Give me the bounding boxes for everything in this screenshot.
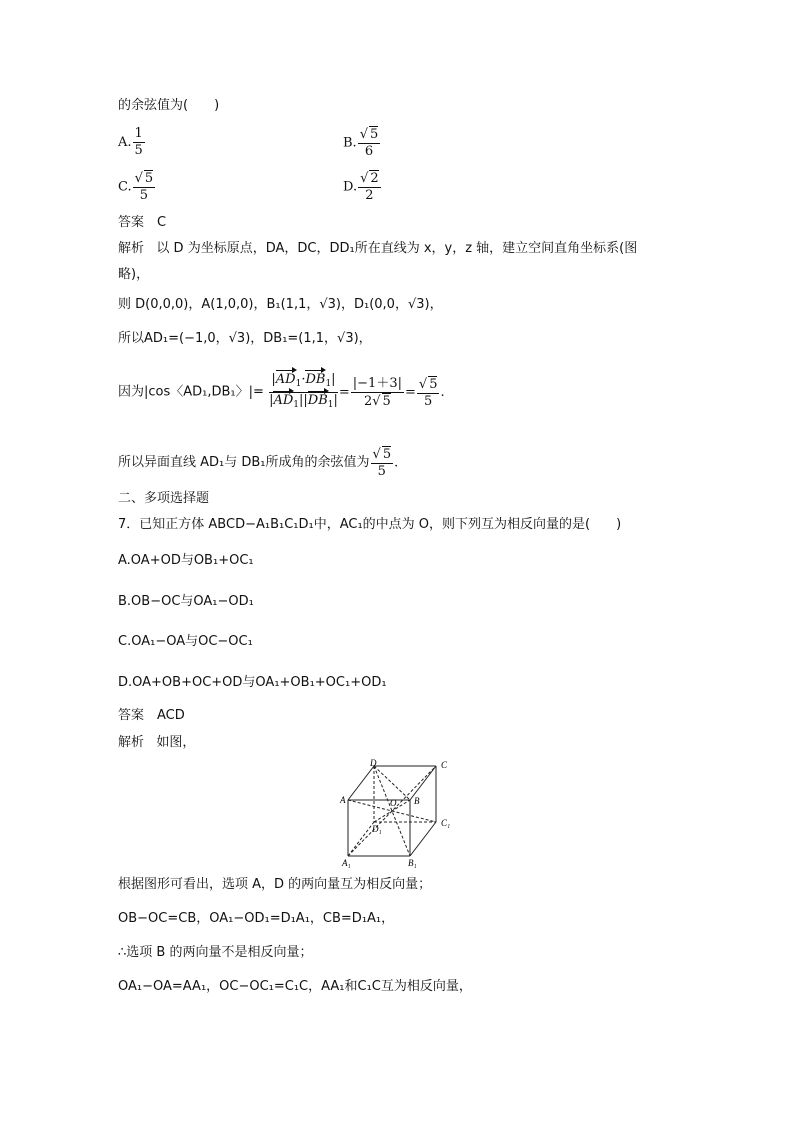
vertex-label-a: A	[340, 795, 346, 805]
cube-figure	[338, 758, 458, 868]
edge	[348, 766, 374, 800]
q7-answer: 答案 ACD	[118, 708, 185, 723]
q6-option-a	[118, 126, 146, 159]
hidden-edge	[348, 822, 374, 856]
q6-stem-tail: 的余弦值为( )	[118, 98, 220, 113]
analysis-text: 以 D 为坐标原点，DA，DC，DD₁所在直线为 x，y，z 轴，建立空间直角坐标系(图	[156, 241, 638, 256]
option-label: A.	[118, 135, 132, 150]
q6-analysis-line-5: 所以异面直线 AD₁与 DB₁所成角的余弦值为 $\frac{√ 5}{5}$ .	[118, 447, 399, 479]
cos-fraction-3: $\frac{√ 5}{5}$	[418, 376, 438, 409]
q6-analysis-line-1b: 略)，	[118, 267, 150, 282]
edge	[410, 766, 436, 800]
edge	[410, 822, 436, 856]
q7-conclusion-1: 根据图形可看出，选项 A，D 的两向量互为相反向量；	[118, 877, 432, 892]
q7-analysis	[118, 734, 195, 752]
fraction: $\frac{√ 5}{5}$	[134, 171, 154, 203]
q6-analysis-line-4: 因为|cos〈AD₁,DB₁〉|= $\frac{|AD_1\cdot DB_1|}{|AD_1||DB_1|}$ = $\frac{|-1+3|}{2√ 5}$ = $\frac{√ 5}{5}$ .	[118, 372, 445, 413]
q7-equation-1: OB−OC=CB，OA₁−OD₁=D₁A₁，CB=D₁A₁，	[118, 911, 395, 926]
vertex-label-c: C	[441, 760, 448, 770]
q7-option-d: D.OA+OB+OC+OD与OA₁+OB₁+OC₁+OD₁	[118, 675, 387, 690]
result-fraction: $\frac{√ 5}{5}$	[372, 447, 392, 479]
option-label: B.	[343, 135, 357, 151]
option-label: C.	[118, 179, 132, 195]
vertex-label-a1: A₁	[342, 858, 351, 868]
fraction: $\frac{√ 5}{6}$	[359, 127, 379, 159]
vertex-label-c1: C₁	[441, 818, 451, 828]
q7-conclusion-2: ∴选项 B 的两向量不是相反向量；	[118, 945, 313, 960]
q6-answer: 答案 C	[118, 215, 167, 230]
center-label-o: O	[390, 798, 397, 808]
q7-option-a: A.OA+OD与OB₁+OC₁	[118, 553, 254, 568]
vertex-label-b1: B₁	[408, 858, 417, 868]
option-label: D.	[343, 179, 358, 195]
q6-analysis-line-1	[118, 240, 637, 258]
q6-analysis-line-3: 所以AD₁=(−1,0，√3)，DB₁=(1,1，√3)，	[118, 331, 372, 346]
q6-option-d	[343, 170, 382, 204]
q7-option-c: C.OA₁−OA与OC−OC₁	[118, 634, 253, 649]
cos-fraction-1: $\frac{|AD_1\cdot DB_1|}{|AD_1||DB_1|}$	[269, 372, 338, 410]
q6-analysis-line-2: 则 D(0,0,0)，A(1,0,0)，B₁(1,1，√3)，D₁(0,0，√3)，	[118, 297, 443, 312]
conclusion-prefix: 所以异面直线 AD₁与 DB₁所成角的余弦值为	[118, 455, 370, 470]
cos-fraction-2: $\frac{|-1+3|}{2√ 5}$	[352, 375, 402, 409]
analysis-text: 如图，	[156, 735, 196, 750]
vertex-label-d: D	[370, 758, 377, 768]
analysis-label: 解析	[118, 241, 145, 256]
q7-option-b: B.OB−OC与OA₁−OD₁	[118, 594, 254, 609]
q7-equation-2: OA₁−OA=AA₁，OC−OC₁=C₁C，AA₁和C₁C互为相反向量，	[118, 979, 472, 994]
cos-prefix: 因为|cos〈AD₁,DB₁〉|=	[118, 384, 264, 400]
q6-option-c	[118, 170, 156, 204]
q7-stem: 7．已知正方体 ABCD−A₁B₁C₁D₁中，AC₁的中点为 O，则下列互为相反向量的是( )	[118, 517, 622, 532]
fraction: $\frac{1}{5}$	[134, 126, 143, 158]
vertex-label-b: B	[414, 796, 420, 806]
section-title: 二、多项选择题	[118, 491, 210, 506]
analysis-label: 解析	[118, 735, 145, 750]
q6-option-b	[343, 126, 381, 160]
vertex-label-d1: D₁	[372, 824, 382, 834]
fraction: $\frac{√ 2}{2}$	[360, 171, 379, 203]
diagonal	[374, 766, 410, 800]
